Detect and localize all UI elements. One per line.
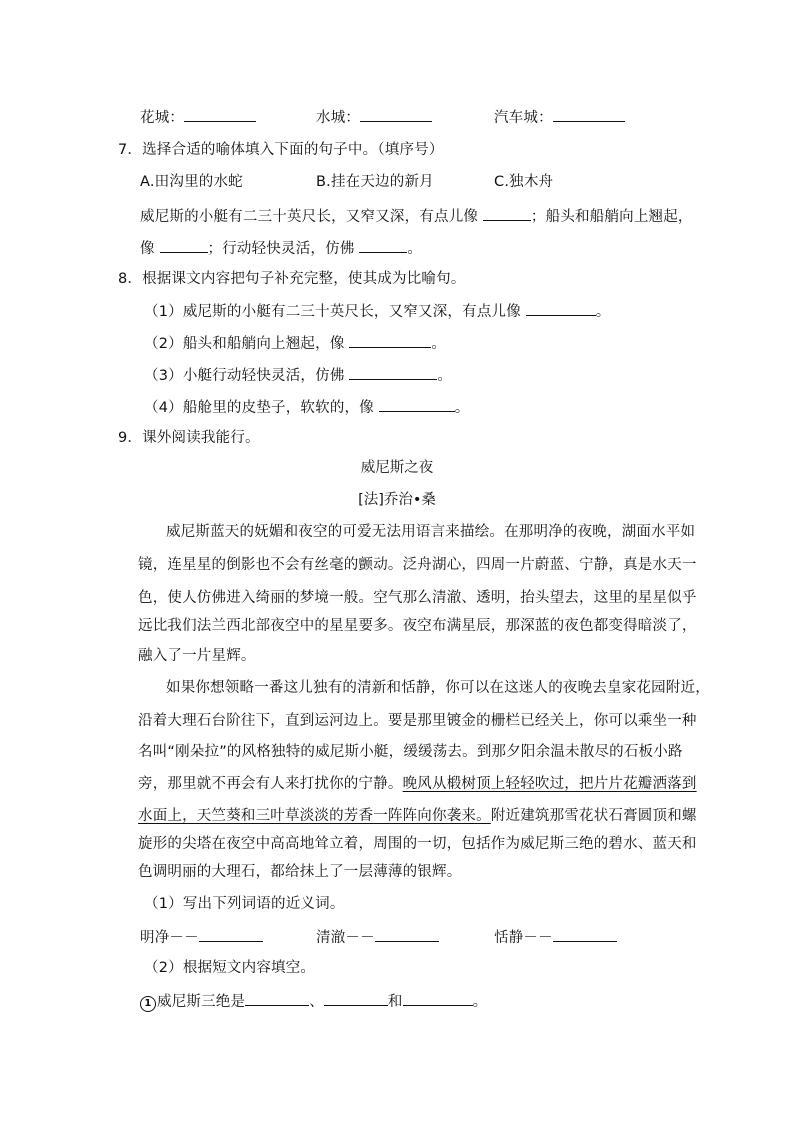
blank-huacheng[interactable] — [184, 106, 256, 122]
fill-blank-3[interactable] — [403, 990, 473, 1006]
q7-option-b: B.挂在天边的新月 — [316, 174, 434, 190]
paragraph2-line1: 如果你想领略一番这儿独有的清新和恬静，你可以在这迷人的夜晚去皇家花园附近， — [166, 680, 710, 696]
q7-sentence-text1: 威尼斯的小艇有二三十英尺长，又窄又深，有点儿像 — [140, 209, 479, 225]
paragraph2-line4 — [138, 774, 697, 794]
q7-blank3[interactable] — [359, 237, 407, 253]
q8-period-4: 。 — [454, 400, 470, 416]
synonym-tianjing-label: 恬静－－ — [494, 930, 553, 946]
q8-blank-1[interactable] — [526, 300, 596, 316]
paragraph1-line1: 威尼斯蓝天的妩媚和夜空的可爱无法用语言来描绘。在那明净的夜晚，湖面水平如 — [166, 524, 696, 540]
synonym-qingche — [316, 926, 439, 948]
q8-item-4-text: （4）船舱里的皮垫子，软软的，像 — [144, 400, 374, 416]
blank-qichecheng[interactable] — [553, 106, 625, 122]
q8-item-2-text: （2）船头和船艄向上翘起，像 — [144, 336, 345, 352]
q7-blank1[interactable] — [483, 205, 531, 221]
blank-shuicheng[interactable] — [360, 106, 432, 122]
paragraph2-line5-text: 附近建筑那雪花状石膏圆顶和螺 — [490, 808, 697, 824]
q7-option-a: A.田沟里的水蛇 — [140, 174, 243, 190]
synonym-tianjing — [494, 926, 617, 948]
underlined-sentence-part1: 晚风从椴树顶上轻轻吹过，把片片花瓣洒落到 — [402, 776, 697, 792]
paragraph2-line2: 沿着大理石台阶往下，直到运河边上。要是那里镀金的栅栏已经关上，你可以乘坐一种 — [138, 713, 697, 729]
synonym-mingjing — [140, 926, 263, 948]
row-answer-qichecheng — [494, 106, 625, 128]
q8-item-3-text: （3）小艇行动轻快灵活，仿佛 — [144, 368, 345, 384]
circled-number-icon: 1 — [140, 996, 156, 1012]
label-shuicheng: 水城： — [316, 110, 361, 126]
q9-title: 9．课外阅读我能行。 — [118, 430, 260, 446]
q8-blank-4[interactable] — [379, 396, 455, 412]
q7-sentence-line2 — [140, 237, 422, 259]
q7-sentence-text2: ；船头和船艄向上翘起， — [530, 209, 693, 225]
q8-period-2: 。 — [431, 336, 447, 352]
q9-sub2-title: （2）根据短文内容填空。 — [144, 960, 316, 976]
q8-item-1-text: （1）威尼斯的小艇有二三十英尺长，又窄又深，有点儿像 — [144, 304, 521, 320]
paragraph2-line7: 色调明丽的大理石，都给抹上了一层薄薄的银辉。 — [138, 864, 462, 880]
paragraph1-line4: 远比我们法兰西北部夜空中的星星要多。夜空布满星辰，那深蓝的夜色都变得暗淡了， — [138, 618, 697, 634]
q7-sentence-end: 。 — [407, 241, 423, 257]
synonym-mingjing-blank[interactable] — [199, 926, 263, 942]
paragraph1-line2: 镜，连星星的倒影也不会有丝毫的颤动。泛舟湖心，四周一片蔚蓝、宁静，真是水天一 — [138, 557, 697, 573]
q8-item-1 — [144, 300, 610, 322]
paragraph2-line3: 名叫“刚朵拉”的风格独特的威尼斯小艇，缓缓荡去。到那夕阳余温未散尽的石板小路 — [138, 744, 683, 760]
paragraph1-line5: 融入了一片星辉。 — [138, 648, 256, 664]
article-title: 威尼斯之夜 — [360, 460, 434, 476]
label-huacheng: 花城： — [140, 110, 185, 126]
paragraph2-line6: 旋形的尖塔在夜空中高高地耸立着，周围的一切，包括作为威尼斯三绝的碧水、蓝天和 — [138, 836, 697, 852]
fill-blank-2[interactable] — [324, 990, 388, 1006]
synonym-qingche-label: 清澈－－ — [316, 930, 375, 946]
q8-period-1: 。 — [595, 304, 611, 320]
paragraph1-line3: 色，使人仿佛进入绮丽的梦境一般。空气那么清澈、透明，抬头望去，这里的星星似乎 — [138, 590, 697, 606]
q7-sentence-line1 — [140, 205, 693, 227]
q7-blank2[interactable] — [160, 237, 208, 253]
fill-blank-1[interactable] — [245, 990, 309, 1006]
q7-sentence-text4: ；行动轻快灵活，仿佛 — [207, 241, 355, 257]
label-qichecheng: 汽车城： — [494, 110, 553, 126]
synonym-mingjing-label: 明净－－ — [140, 930, 199, 946]
q8-item-4 — [144, 396, 469, 418]
row-answer-shuicheng — [316, 106, 432, 128]
fill-label: 威尼斯三绝是 — [157, 994, 246, 1010]
q8-blank-3[interactable] — [349, 364, 437, 380]
fill-and: 和 — [387, 994, 403, 1010]
underlined-sentence-part2: 水面上，天竺葵和三叶草淡淡的芳香一阵阵向你袭来。 — [138, 808, 491, 824]
q9-sub1-title: （1）写出下列词语的近义词。 — [144, 896, 345, 912]
synonym-tianjing-blank[interactable] — [553, 926, 617, 942]
q8-title: 8．根据课文内容把句子补充完整，使其成为比喻句。 — [118, 271, 466, 287]
q7-option-c: C.独木舟 — [494, 174, 554, 190]
q8-period-3: 。 — [437, 368, 453, 384]
fill-end: 。 — [472, 994, 488, 1010]
paragraph2-line4-text: 旁，那里就不再会有人来打扰你的宁静。 — [138, 776, 403, 792]
q8-item-3 — [144, 364, 452, 386]
row-answer-huacheng — [140, 106, 256, 128]
q9-fill-line — [140, 990, 487, 1012]
q7-sentence-text3: 像 — [140, 241, 155, 257]
fill-separator: 、 — [309, 994, 324, 1010]
paragraph2-line5 — [138, 806, 697, 826]
q7-title: 7．选择合适的喻体填入下面的句子中。（填序号） — [118, 142, 444, 158]
article-author: [法]乔治•桑 — [358, 492, 436, 508]
q8-item-2 — [144, 332, 446, 354]
q8-blank-2[interactable] — [349, 332, 431, 348]
synonym-qingche-blank[interactable] — [375, 926, 439, 942]
